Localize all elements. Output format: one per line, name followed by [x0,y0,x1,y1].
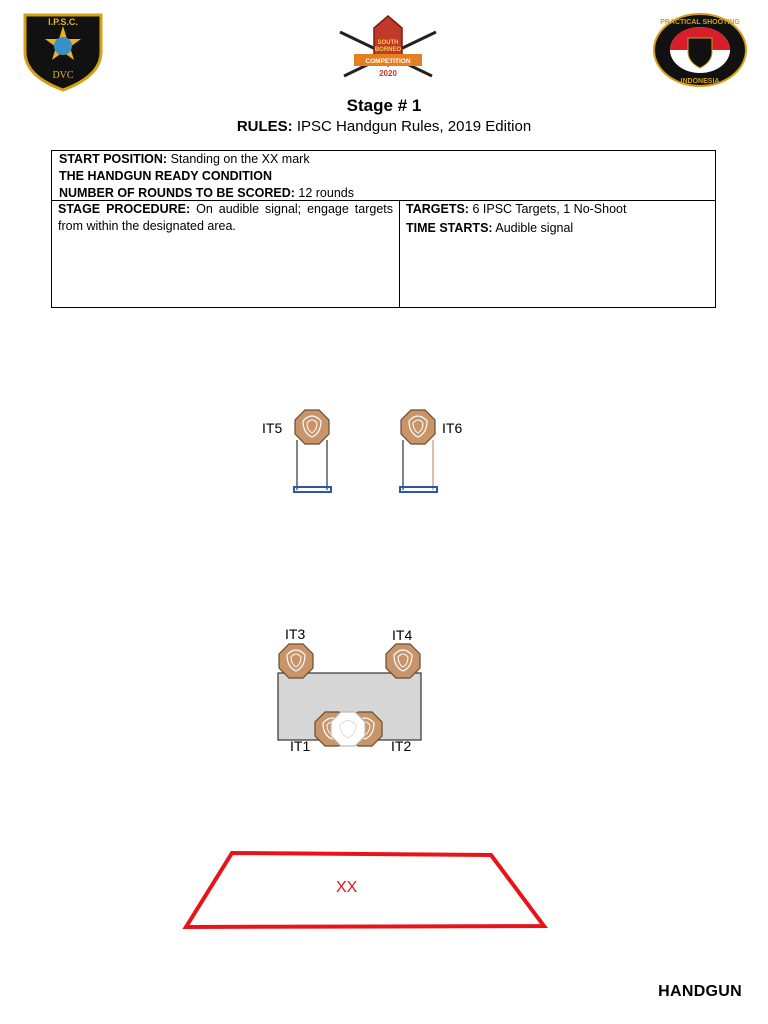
label-it5: IT5 [262,420,283,436]
start-mark-label: XX [336,879,358,896]
svg-text:PRACTICAL SHOOTING: PRACTICAL SHOOTING [660,19,740,26]
competition-logo [336,14,440,86]
targets-value: 6 IPSC Targets, 1 No-Shoot [472,202,627,216]
targets-row [406,201,709,218]
label-it6: IT6 [442,420,463,436]
svg-text:SOUTH: SOUTH [377,40,399,46]
ready-condition-row [59,168,708,185]
ready-condition-label: THE HANDGUN READY CONDITION [59,169,272,183]
time-starts-row [406,220,709,237]
start-position-value: Standing on the XX mark [170,152,310,166]
target-it4 [386,644,420,678]
rules-line [0,118,768,135]
procedure-label: STAGE PROCEDURE: [58,202,191,216]
briefing-targets-box [399,200,716,308]
practical-shooting-indonesia-logo [652,12,748,88]
rules-label: RULES: [236,118,293,135]
discipline-label: HANDGUN [658,983,742,1000]
svg-text:INDONESIA: INDONESIA [680,78,720,85]
rounds-label: NUMBER OF ROUNDS TO BE SCORED: [59,186,295,200]
label-it1: IT1 [290,738,311,754]
target-it6-stand [400,440,437,492]
svg-text:COMPETITION: COMPETITION [365,58,411,65]
svg-text:DVC: DVC [52,70,74,81]
briefing-top-box [51,150,716,201]
briefing-procedure-box [51,200,400,308]
time-starts-value: Audible signal [495,221,574,235]
start-area-box [186,853,544,927]
no-shoot-target [331,712,365,746]
left-logo-text: I.P.S.C. [48,17,78,27]
rounds-value: 12 rounds [298,186,354,200]
stage-title: Stage # 1 [346,96,422,115]
time-starts-label: TIME STARTS: [406,221,493,235]
svg-text:2020: 2020 [379,69,397,78]
target-it5 [295,410,329,444]
start-position-label: START POSITION: [59,152,168,166]
label-it2: IT2 [391,738,412,754]
targets-label: TARGETS: [406,202,469,216]
stage-diagram [0,320,768,960]
target-it5-stand [294,440,331,492]
target-it6 [401,410,435,444]
label-it4: IT4 [392,627,413,643]
rules-value: IPSC Handgun Rules, 2019 Edition [296,118,532,135]
target-it3 [279,644,313,678]
label-it3: IT3 [285,626,306,642]
start-position-row [59,151,708,168]
ipsc-logo [22,12,104,92]
svg-text:BORNEO: BORNEO [374,47,402,53]
procedure-value: On audible signal; engage targets from within the designated area. [58,202,393,233]
